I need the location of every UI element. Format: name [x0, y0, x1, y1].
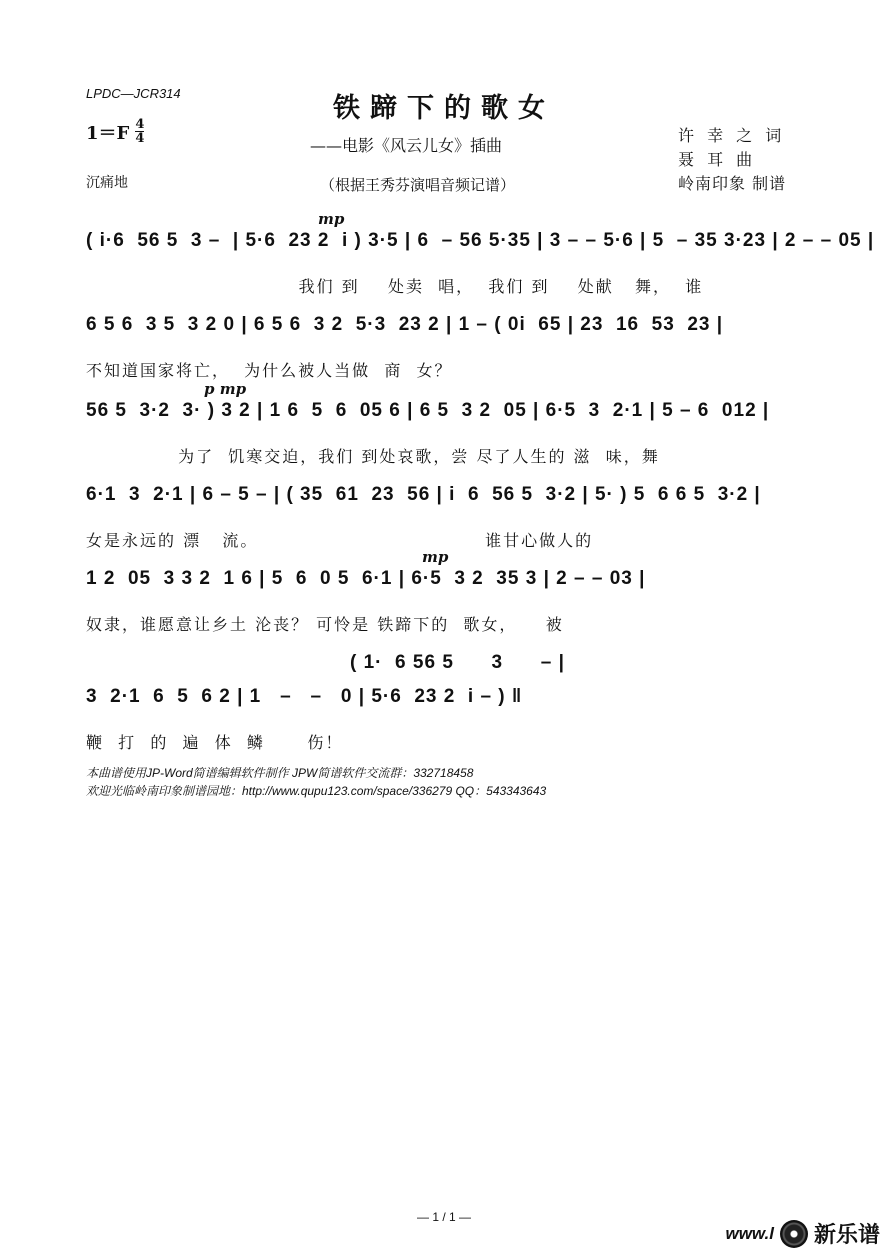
notation-line: 6·1 3 2·1 | 6 – 5 – | ( 35 61 23 56 | i 6 56 5 3·2 | 5· ) 5 6 6 5 3·2 |	[86, 484, 761, 505]
lyric-line: 为了 饥寒交迫，我们 到处哀歌，尝 尽了人生的 滋 味，舞	[86, 447, 660, 466]
arranger: 岭南印象 制谱	[678, 174, 787, 193]
notation-line: ( i·6 56 5 3 – | 5·6 23 2 i ) 3·5 | 6 – 56 5·35 | 3 – – 5·6 | 5 – 35 3·23 | 2 – – 05 |	[86, 230, 875, 251]
notation-line: 3 2·1 6 5 6 2 | 1 – – 0 | 5·6 23 2 i – ) ‖	[86, 686, 523, 707]
brand-watermark	[725, 1218, 880, 1249]
time-bottom: 4	[135, 131, 145, 146]
time-signature	[135, 118, 144, 145]
lyric-line: 女是永远的 漂 流。 谁甘心做人的	[86, 531, 594, 550]
brand-url: www.l	[725, 1223, 774, 1243]
dynamic-mark: mp	[318, 210, 345, 228]
time-top: 4	[135, 117, 145, 132]
brand-name: 新乐谱	[813, 1223, 880, 1248]
lyricist: 许 幸 之 词	[678, 126, 786, 145]
lyric-line: 奴隶，谁愿意让乡土 沦丧？ 可怜是 铁蹄下的 歌女， 被	[86, 615, 564, 634]
key-signature	[86, 118, 144, 145]
notation-line: 1 2 05 3 3 2 1 6 | 5 6 0 5 6·1 | 6·5 3 2 35 3 | 2 – – 03 |	[86, 568, 646, 589]
footer-line-2: 欢迎光临岭南印象制谱园地：http://www.qupu123.com/space/336279 QQ：543343643	[86, 784, 547, 798]
notation-line: 56 5 3·2 3· ) 3 2 | 1 6 5 6 05 6 | 6 5 3 2 05 | 6·5 3 2·1 | 5 – 6 012 |	[86, 400, 770, 421]
lyric-line: 不知道国家将亡， 为什么被人当做 商 女？	[86, 361, 453, 380]
credits	[678, 124, 786, 196]
song-title: 铁蹄下的歌女	[333, 93, 555, 124]
lyric-line: 鞭 打 的 遍 体 鳞 伤！	[86, 733, 344, 752]
dynamic-mark: p mp	[204, 380, 247, 398]
key-label: 1＝F	[86, 122, 130, 144]
record-icon	[780, 1220, 808, 1248]
source-note: （根据王秀芬演唱音频记谱）	[320, 176, 516, 194]
dynamic-mark: mp	[422, 548, 449, 566]
upper-voice-line: ( 1· 6 56 5 3 – |	[350, 652, 565, 673]
page-number: — 1 / 1 —	[416, 1210, 472, 1224]
composer: 聂 耳 曲	[678, 150, 757, 169]
catalog-code: LPDC—JCR314	[86, 86, 181, 101]
subtitle: ——电影《风云儿女》插曲	[310, 136, 503, 155]
lyric-line: 我们 到 处卖 唱， 我们 到 处献 舞， 谁	[86, 277, 704, 296]
footer-line-1: 本曲谱使用JP-Word简谱编辑软件制作 JPW简谱软件交流群：332718458	[86, 766, 474, 780]
tempo-marking: 沉痛地	[86, 174, 128, 190]
notation-line: 6 5 6 3 5 3 2 0 | 6 5 6 3 2 5·3 23 2 | 1 – ( 0i 65 | 23 16 53 23 |	[86, 314, 724, 335]
